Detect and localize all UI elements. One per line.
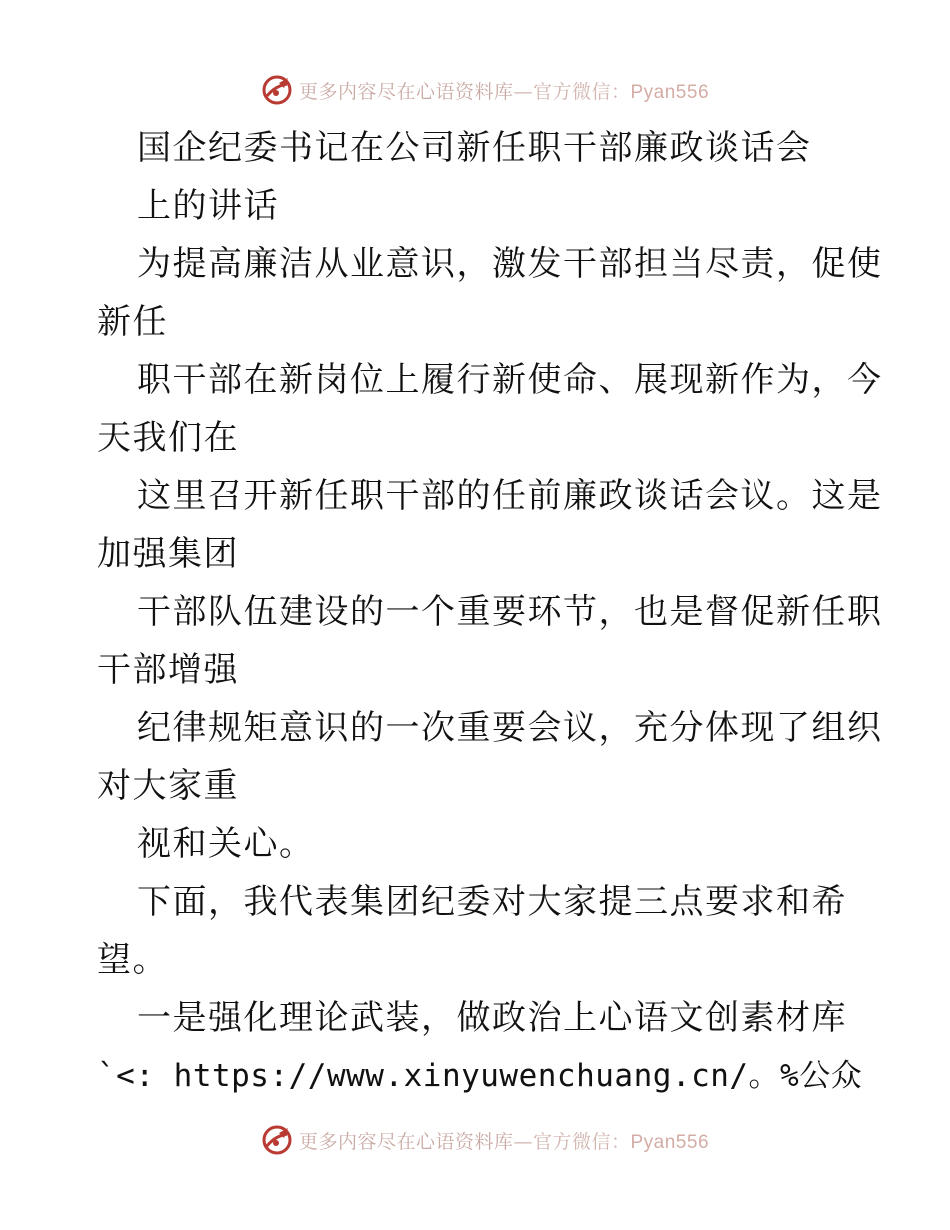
watermark-id: Pyan556 [630, 81, 710, 103]
pen-logo-icon [261, 1124, 293, 1156]
paragraph-line: 视和关心。 [137, 824, 315, 864]
title-line-1: 国企纪委书记在公司新任职干部廉政谈话会 [137, 128, 812, 168]
pen-logo-icon [261, 74, 293, 106]
paragraph-line: 新任 [97, 302, 168, 342]
paragraph-line: 下面，我代表集团纪委对大家提三点要求和希 [137, 882, 847, 922]
watermark-banner [261, 74, 709, 106]
watermark-id: Pyan556 [630, 1131, 710, 1153]
watermark-dash: — [513, 80, 533, 103]
paragraph-line: 这里召开新任职干部的任前廉政谈话会议。这是 [137, 476, 883, 516]
header-watermark [0, 70, 950, 110]
watermark-banner [261, 1124, 709, 1156]
title-line-2: 上的讲话 [137, 186, 279, 226]
paragraph-line: 干部增强 [97, 650, 239, 690]
watermark-sub: 官方微信： [532, 1130, 631, 1153]
watermark-text [299, 1127, 709, 1154]
paragraph-line: 望。 [97, 940, 168, 980]
paragraph-line: 纪律规矩意识的一次重要会议，充分体现了组织 [137, 708, 883, 748]
footer-watermark [0, 1120, 950, 1160]
paragraph-line: 干部队伍建设的一个重要环节，也是督促新任职 [137, 592, 883, 632]
paragraph-line: 天我们在 [97, 418, 239, 458]
watermark-text [299, 77, 709, 104]
paragraph-line: 一是强化理论武装，做政治上心语文创素材库 [137, 998, 847, 1038]
paragraph-line: 对大家重 [97, 766, 239, 806]
paragraph-line: 加强集团 [97, 534, 239, 574]
watermark-sub: 官方微信： [532, 80, 631, 103]
paragraph-line: 职干部在新岗位上履行新使命、展现新作为，今 [137, 360, 883, 400]
watermark-main: 更多内容尽在心语资料库 [298, 1130, 514, 1153]
watermark-dash: — [513, 1130, 533, 1153]
watermark-main: 更多内容尽在心语资料库 [298, 80, 514, 103]
paragraph-line: 为提高廉洁从业意识，激发干部担当尽责，促使 [137, 244, 883, 284]
url-line: `<: https://www.xinyuwenchuang.cn/。%公众 [97, 1058, 863, 1094]
